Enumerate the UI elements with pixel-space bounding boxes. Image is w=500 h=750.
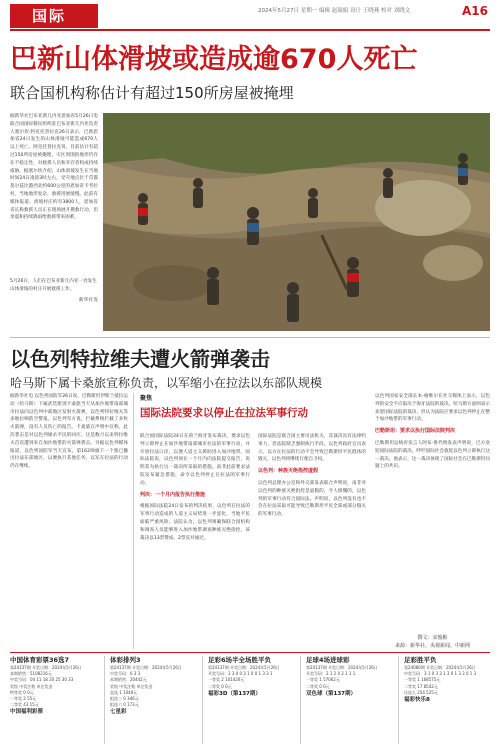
story2-headline[interactable]: 以色列特拉维夫遭火箭弹袭击 <box>10 347 270 371</box>
story3-body-b2: 以色列总理办公室和外交部发表联合声明说，南非对以色列的种族灭绝指控是虚假的、令人愤慨的，以色列的军事行动符合国际法。声明说，以色列没有也不会在拉法采取可能导致巴勒斯坦平民全部或部分毁灭的军事行动。 <box>258 480 366 518</box>
lottery-panel-5 <box>404 656 490 744</box>
lottery-line: 第24137期 开奖日期：2024年5月26日 <box>10 665 82 670</box>
column-divider <box>133 393 134 649</box>
story3-source: 来源：新华社、央视新闻、中新网 <box>394 643 470 649</box>
lottery-line: 任选九 254 525元 <box>404 689 438 695</box>
lottery-line: 特等奖 0 0元 <box>10 689 34 695</box>
lottery-title: 足彩胜平负 <box>404 656 437 664</box>
story1-subheadline: 联合国机构称估计有超过150所房屋被掩埋 <box>10 84 294 102</box>
lottery-line: 开奖号码：2 1 2 0 2 1 1 1 <box>306 671 356 677</box>
page-number-label: A16 <box>462 4 488 18</box>
landslide-photo-illustration <box>103 113 490 331</box>
lottery-line: 中奖号码：6 3 3 <box>110 671 141 677</box>
lottery-line: 本期销售：5108216元 <box>10 671 52 677</box>
lottery-line: 中奖号码：04 11 18 20 25 30 33 <box>10 677 74 683</box>
lottery-panel-1 <box>10 656 100 744</box>
lottery-rule <box>10 652 490 653</box>
lottery-divider <box>104 656 105 744</box>
header-info: 2024年5月27日 星期一 编辑 赵瑞娟 设计 王晓燕 校对 刘晓文 <box>258 8 411 14</box>
story3-body-a: 联合国国际法院24日在荷兰海牙发布裁决，要求以色列立即停止在加沙地带南部城市拉法的军事行动，并开放拉法口岸，以便人道主义援助进入加沙地带。国际法院说，以色列须在一个月内向法院提交报告，说明其为执行这一裁决所采取的措施。南非此前要求法院发布紧急措施，命令以色列停止在拉法的军事行动。 <box>140 434 250 486</box>
lottery-subtitle: 双色球（第137期） <box>306 690 356 697</box>
lottery-panel-2 <box>110 656 198 744</box>
lottery-divider <box>202 656 203 744</box>
landslide-photo <box>103 113 490 331</box>
lottery-title: 中国体育彩票36选7 <box>10 656 70 664</box>
story3-subhead-2: 以色列：种族灭绝指控虚假 <box>258 468 319 475</box>
lottery-line: 直选 1 1040元 <box>110 689 138 695</box>
story3-column-a <box>140 433 250 542</box>
lottery-line: 二等奖 43 15元 <box>10 702 39 708</box>
lottery-title: 体彩排列3 <box>110 656 141 664</box>
story3-subhead-3: 巴勒斯坦：要求以执行国际法院判决 <box>375 428 456 435</box>
lottery-line: 一等奖 1 168575元 <box>404 677 441 683</box>
lottery-line: 二等奖 17 8542元 <box>404 683 438 689</box>
story3-body-a2: 根据国际法院24日发布的判决结果，以色列在拉法的军事行动造成的人道主义局势进一步恶化，当地平民面临严重风险。法院认为，以色列须确保联合国机构和调查人员能够进入加沙地带调查种族灭绝指控。该裁决以13票赞成、2票反对通过。 <box>140 504 250 541</box>
story1-body: 据新华社巴布亚新几内亚恩加省5月26日电 联合国国际移民组织驻巴布亚新几内亚负责人塞尔坎·阿克托普拉克26日表示，巴新恩加省24日发生的山体滑坡可能造成670人以上死亡。阿克托普拉克说，目前估计有超过150所房屋被掩埋，灾区周围的地形仍存在不稳定性，对救援人员和幸存者构成持续威胁。据塞尔坎介绍，山体滑坡发生在当地时间24日凌晨3时左右，受灾地点位于首都莫尔兹比港西北约600公里的恩加省卡考拉村，当地地形复杂，救援进展缓慢。此前有媒体报道，滑坡村庄约有3800人，恩加省省长称救援人员正在现场展开搜救行动，但余震和持续降雨给救援带来困难。 <box>10 114 98 221</box>
lottery-line: 一等奖 2 55元 <box>10 696 37 702</box>
section-tag: 国际 <box>10 4 98 28</box>
page-number <box>462 4 488 18</box>
lottery-panel-4 <box>306 656 394 744</box>
lottery-subtitle: 中国福利彩票 <box>10 709 44 716</box>
lottery-title: 足彩6场半全场胜平负 <box>208 656 272 664</box>
story3-author: 撰文：宋俊彬 <box>417 635 448 641</box>
lottery-line: 组选六 0 173元 <box>110 702 139 708</box>
story3-kicker: 聚焦 <box>140 395 153 402</box>
lottery-line: 一等奖 1 57062元 <box>306 677 340 683</box>
lottery-divider <box>398 656 399 744</box>
lottery-title: 足球4场进球彩 <box>306 656 350 664</box>
story3-body-b: 国际法院是联合国主要司法机关，其裁决具有法律约束力，但法院缺乏强制执行手段。以色列政府官员表示，以方在拉法的行动不会导致巴勒斯坦平民群体的毁灭，以色列将继续行使自卫权。 <box>258 434 366 463</box>
story3-body-c: 以色列国家安全部长本-格维尔在社交媒体上表示，以色列的安全不应取决于海牙法院的裁决。哈马斯方面则表示欢迎国际法院的裁决，但认为法院应要求以色列停止在整个加沙地带的军事行动。 <box>375 394 490 423</box>
story2-subheadline: 哈马斯下属卡桑旅宣称负责，以军缩小在拉法以东部队规模 <box>10 376 323 390</box>
lottery-line: 奖级 中奖注数 单注奖金 <box>110 683 153 689</box>
photo-caption: 5月26日，人们在巴布亚新几内亚一处发生山体滑坡的村庄开展救援工作。 <box>10 279 97 292</box>
lottery-panel-3 <box>208 656 296 744</box>
story3-credits <box>375 634 490 650</box>
lottery-line: 第24137期 开奖日期：2024年5月26日 <box>306 665 378 670</box>
section-divider <box>10 337 490 338</box>
lottery-line: 中奖号码：3 1 0 3 3 1 3 0 1 3 3 0 1 3 <box>404 671 477 677</box>
story3-subhead-1: 判决：一个月内报告执行措施 <box>140 491 206 498</box>
lottery-subtitle: 福彩3D（第137期） <box>208 690 261 697</box>
story3-body-c2: 巴勒斯坦总统府发言人阿布·鲁代纳发表声明说，巴方欢迎国际法院的裁决，呼吁国际社会敦促以色列立即执行这一裁决。他表示，这一裁决体现了国际社会在巴勒斯坦问题上的共识。 <box>375 440 490 470</box>
lottery-line: 二等奖 0 0元 <box>208 683 232 689</box>
lottery-line: 二等奖 0 0元 <box>306 683 330 689</box>
lottery-line: 奖级 中奖注数 单注奖金 <box>10 683 53 689</box>
lottery-line: 第24137期 开奖日期：2024年5月26日 <box>208 665 280 670</box>
lottery-line: 一等奖 2 101420元 <box>208 677 245 683</box>
lottery-subtitle: 福彩快乐8 <box>404 697 430 704</box>
story1-headline[interactable]: 巴新山体滑坡或造成逾670人死亡 <box>10 44 418 75</box>
lottery-line: 开奖号码：3 3 0 0 3 1 0 0 1 3 3 1 <box>208 671 273 677</box>
lottery-line: 组选三 0 346元 <box>110 696 139 702</box>
story3-headline[interactable]: 国际法院要求以停止在拉法军事行动 <box>140 407 308 419</box>
lottery-line: 本期销售：20442元 <box>110 677 147 683</box>
lottery-line: 第24080期 开奖日期：2024年5月26日 <box>404 665 476 670</box>
story3-column-b <box>258 433 366 519</box>
story3-column-c <box>375 393 490 471</box>
lottery-line: 第24137期 开奖日期：2024年5月26日 <box>110 665 182 670</box>
photo-credit: 新华社发 <box>78 298 98 303</box>
story2-body: 据新华社电 以色列国防军26日说，巴勒斯坦伊斯兰抵抗运动（哈马斯）下属武装派别卡桑旅当天从加沙地带南部城市拉法向以色列中部地区发射火箭弹，以色列特拉维夫等多地拉响防空警报。以色列军方说，拦截系统拦截了多枚火箭弹，没有人员伤亡的报告。卡桑旅在声明中宣称，此次袭击是对以色列屠杀平民的回应。这是数月以来特拉维夫首次遭到来自加沙地带的火箭弹袭击。另据以色列媒体报道，以色列国防军当天宣布，第162师旗下一个旅已撤出拉法东部地区，以便执行其他任务，以军在拉法的行动仍在继续。 <box>10 394 128 470</box>
lottery-subtitle: 七星彩 <box>110 709 127 716</box>
lottery-divider <box>300 656 301 744</box>
header-rule <box>10 29 490 31</box>
